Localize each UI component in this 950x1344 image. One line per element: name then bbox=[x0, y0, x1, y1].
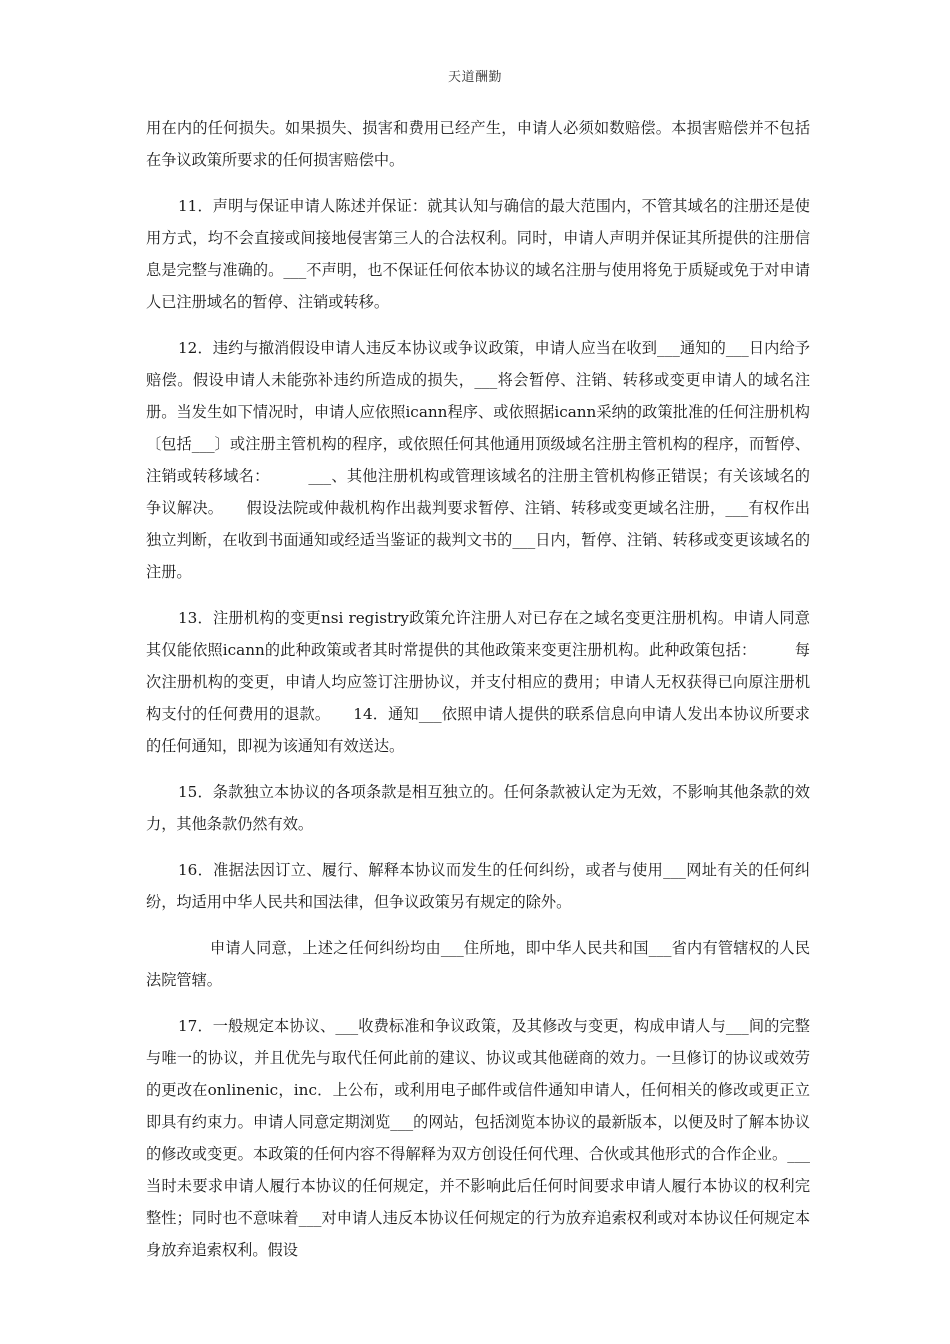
document-body bbox=[146, 112, 810, 1280]
paragraph-clause-12: 12．违约与撤消假设申请人违反本协议或争议政策，申请人应当在收到___通知的___日内给予赔偿。假设申请人未能弥补违约所造成的损失，___将会暂停、注销、转移或变更申请人的域名注册。当发生如下情况时，申请人应依照icann程序、或依照据icann采纳的政策批准的任何注册机构〔包括___〕或注册主管机构的程序，或依照任何其他通用顶级域名注册主管机构的程序，而暂停、注销或转移域名： ___、其他注册机构或管理该域名的注册主管机构修正错误；有关该域名的争议解决。 假设法院或仲裁机构作出裁判要求暂停、注销、转移或变更域名注册，___有权作出独立判断，在收到书面通知或经适当鉴证的裁判文书的___日内，暂停、注销、转移或变更该域名的注册。 bbox=[146, 339, 810, 581]
paragraph-clause-17: 17．一般规定本协议、___收费标准和争议政策，及其修改与变更，构成申请人与___间的完整与唯一的协议，并且优先与取代任何此前的建议、协议或其他磋商的效力。一旦修订的协议或效劳的更改在onlinenic，inc．上公布，或利用电子邮件或信件通知申请人，任何相关的修改或更正立即具有约束力。申请人同意定期浏览___的网站，包括浏览本协议的最新版本，以便及时了解本协议的修改或变更。本政策的任何内容不得解释为双方创设任何代理、合伙或其他形式的合作企业。___当时未要求申请人履行本协议的任何规定，并不影响此后任何时间要求申请人履行本协议的权利完整性；同时也不意味着___对申请人违反本协议任何规定的行为放弃追索权利或对本协议任何规定本身放弃追索权利。假设 bbox=[146, 1017, 810, 1259]
paragraph-clause-13: 13．注册机构的变更nsi registry政策允许注册人对已存在之域名变更注册机构。申请人同意其仅能依照icann的此种政策或者其时常提供的其他政策来变更注册机构。此种政策包括： 每次注册机构的变更，申请人均应签订注册协议，并支付相应的费用；申请人无权获得已向原注册机构支付的任何费用的退款。 14．通知___依照申请人提供的联系信息向申请人发出本协议所要求的任何通知，即视为该通知有效送达。 bbox=[146, 609, 810, 755]
paragraph-jurisdiction: 申请人同意，上述之任何纠纷均由___住所地，即中华人民共和国___省内有管辖权的人民法院管辖。 bbox=[146, 939, 810, 989]
paragraph-clause-15: 15．条款独立本协议的各项条款是相互独立的。任何条款被认定为无效，不影响其他条款的效力，其他条款仍然有效。 bbox=[146, 783, 810, 833]
paragraph-clause-16: 16．准据法因订立、履行、解释本协议而发生的任何纠纷，或者与使用___网址有关的任何纠纷，均适用中华人民共和国法律，但争议政策另有规定的除外。 bbox=[146, 861, 810, 911]
page-header: 天道酬勤 bbox=[447, 70, 502, 85]
paragraph-continuation: 用在内的任何损失。如果损失、损害和费用已经产生，申请人必须如数赔偿。本损害赔偿并不包括在争议政策所要求的任何损害赔偿中。 bbox=[146, 119, 810, 169]
paragraph-clause-11: 11．声明与保证申请人陈述并保证：就其认知与确信的最大范围内，不管其域名的注册还是使用方式，均不会直接或间接地侵害第三人的合法权利。同时，申请人声明并保证其所提供的注册信息是完整与准确的。___不声明，也不保证任何依本协议的域名注册与使用将免于质疑或免于对申请人已注册域名的暂停、注销或转移。 bbox=[146, 197, 810, 311]
